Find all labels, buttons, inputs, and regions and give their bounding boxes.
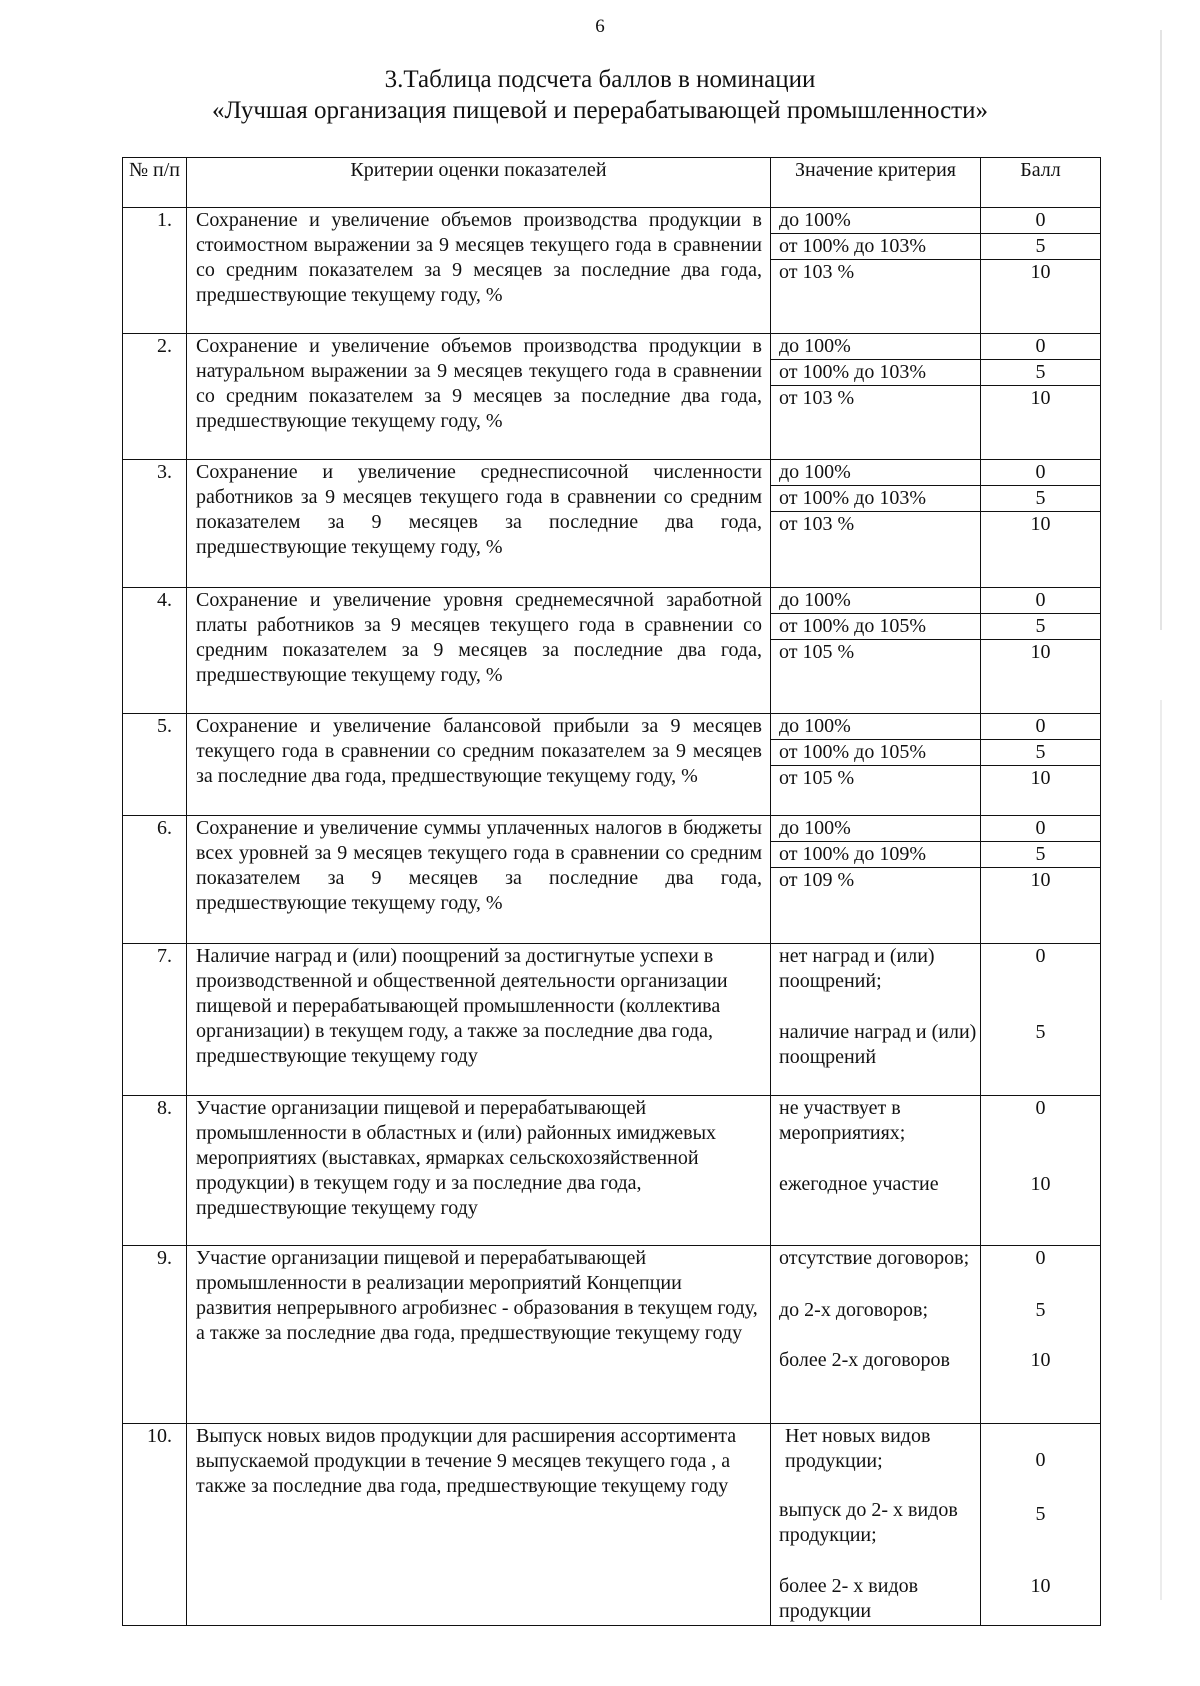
row-values (771, 1424, 981, 1626)
table-row (123, 714, 1101, 816)
row-values (771, 944, 981, 1096)
score-item: 5 (981, 842, 1100, 868)
row-criteria: Сохранение и увеличение объемов производства продукции в стоимостном выражении за 9 месяцев текущего года в сравнении со средним показателем за 9 месяцев за последние два года, предшествующие текущему году, % (187, 208, 771, 334)
row-number: 6. (123, 816, 187, 944)
score-item: 10 (1030, 1349, 1051, 1371)
value-item: не участвует в мероприятиях; (779, 1097, 906, 1144)
header-score: Балл (981, 158, 1101, 208)
scan-edge-mark (1160, 700, 1162, 1600)
value-item: от 100% до 109% (771, 842, 980, 868)
score-item: 10 (1030, 1575, 1051, 1597)
row-criteria: Сохранение и увеличение уровня среднемесячной заработной платы работников за 9 месяцев текущего года в сравнении со средним показателем за 9 месяцев за последние два года, предшествующие текущему году, % (187, 588, 771, 714)
row-scores (981, 816, 1101, 944)
value-item: от 103 % (779, 261, 855, 283)
row-values (771, 1246, 981, 1424)
score-item: 0 (1035, 1449, 1046, 1471)
table-row (123, 208, 1101, 334)
title-line-2: «Лучшая организация пищевой и перерабатывающей промышленности» (212, 97, 988, 124)
row-criteria: Сохранение и увеличение среднесписочной численности работников за 9 месяцев текущего года в сравнении со средним показателем за 9 месяцев за последние два года, предшествующие текущему году, % (187, 460, 771, 588)
score-item: 0 (1035, 1247, 1046, 1269)
score-item: 5 (981, 234, 1100, 260)
value-item: от 103 % (779, 513, 855, 535)
row-values (771, 1096, 981, 1246)
row-number: 8. (123, 1096, 187, 1246)
score-item: 0 (981, 334, 1100, 360)
score-item: 10 (1030, 261, 1051, 283)
value-item: до 100% (771, 334, 980, 360)
table-row (123, 1096, 1101, 1246)
score-item: 0 (981, 588, 1100, 614)
row-number: 2. (123, 334, 187, 460)
row-number: 1. (123, 208, 187, 334)
score-item: 0 (981, 208, 1100, 234)
score-item: 10 (1030, 641, 1051, 663)
row-scores (981, 714, 1101, 816)
score-item: 10 (1030, 767, 1051, 789)
value-item: от 100% до 103% (771, 360, 980, 386)
value-item: от 100% до 105% (771, 740, 980, 766)
row-number: 4. (123, 588, 187, 714)
row-scores (981, 460, 1101, 588)
header-criteria: Критерии оценки показателей (187, 158, 771, 208)
value-item: от 100% до 103% (771, 234, 980, 260)
value-item: нет наград и (или) поощрений; (779, 945, 935, 992)
value-item: отсутствие договоров; (779, 1247, 970, 1269)
value-item: ежегодное участие (779, 1173, 939, 1195)
header-num: № п/п (123, 158, 187, 208)
table-row (123, 588, 1101, 714)
score-item: 0 (981, 714, 1100, 740)
score-item: 0 (1035, 1097, 1046, 1119)
row-scores (981, 1096, 1101, 1246)
value-item: более 2-х договоров (779, 1349, 950, 1371)
row-scores (981, 588, 1101, 714)
score-item: 0 (1035, 945, 1046, 967)
value-item: от 103 % (779, 387, 855, 409)
row-number: 3. (123, 460, 187, 588)
score-item: 5 (981, 486, 1100, 512)
value-item: Нет новых видов продукции; (785, 1425, 931, 1472)
row-values (771, 714, 981, 816)
row-number: 9. (123, 1246, 187, 1424)
row-scores (981, 208, 1101, 334)
value-item: более 2- х видов продукции (779, 1575, 919, 1622)
row-scores (981, 944, 1101, 1096)
value-item: до 100% (771, 588, 980, 614)
value-item: от 109 % (779, 869, 855, 891)
row-criteria: Сохранение и увеличение суммы уплаченных налогов в бюджеты всех уровней за 9 месяцев текущего года в сравнении со средним показателем за 9 месяцев за последние два года, предшествующие текущему году, % (187, 816, 771, 944)
page-number: 6 (595, 16, 605, 37)
row-scores (981, 1246, 1101, 1424)
score-item: 5 (981, 360, 1100, 386)
score-item: 10 (1030, 869, 1051, 891)
row-values (771, 588, 981, 714)
value-item: наличие наград и (или) поощрений (779, 1021, 977, 1068)
value-item: от 105 % (779, 641, 855, 663)
value-item: выпуск до 2- х видов продукции; (779, 1499, 958, 1546)
row-criteria: Участие организации пищевой и перерабатывающей промышленности в областных и (или) районных имиджевых мероприятиях (выставках, ярмарках сельскохозяйственной продукции) в текущем году и за последние два года, предшествующие текущему году (187, 1096, 771, 1246)
value-item: до 2-х договоров; (779, 1299, 929, 1321)
row-values (771, 816, 981, 944)
row-number: 5. (123, 714, 187, 816)
table-row (123, 334, 1101, 460)
score-item: 5 (1035, 1503, 1046, 1525)
table-row (123, 816, 1101, 944)
score-item: 5 (1035, 1021, 1046, 1043)
score-item: 5 (981, 740, 1100, 766)
row-criteria: Сохранение и увеличение балансовой прибыли за 9 месяцев текущего года в сравнении со средним показателем за 9 месяцев за последние два года, предшествующие текущему году, % (187, 714, 771, 816)
table-header-row (123, 158, 1101, 208)
score-item: 5 (981, 614, 1100, 640)
header-value: Значение критерия (771, 158, 981, 208)
score-item: 0 (981, 460, 1100, 486)
row-number: 7. (123, 944, 187, 1096)
value-item: от 100% до 105% (771, 614, 980, 640)
row-scores (981, 334, 1101, 460)
row-criteria: Участие организации пищевой и перерабатывающей промышленности в реализации мероприятий Концепции развития непрерывного агробизнес - образования в текущем году, а также за последние два года, предшествующие текущему году (187, 1246, 771, 1424)
value-item: до 100% (771, 816, 980, 842)
row-number: 10. (123, 1424, 187, 1626)
scan-edge-mark (1160, 30, 1162, 630)
row-values (771, 208, 981, 334)
value-item: до 100% (771, 208, 980, 234)
value-item: от 100% до 103% (771, 486, 980, 512)
table-row (123, 460, 1101, 588)
row-scores (981, 1424, 1101, 1626)
score-item: 10 (1030, 1173, 1051, 1195)
row-values (771, 334, 981, 460)
score-item: 5 (1035, 1299, 1046, 1321)
page-title (0, 64, 1200, 126)
table-row (123, 1424, 1101, 1626)
row-criteria: Выпуск новых видов продукции для расширения ассортимента выпускаемой продукции в течение 9 месяцев текущего года , а также за последние два года, предшествующие текущему году (187, 1424, 771, 1626)
score-item: 10 (1030, 513, 1051, 535)
score-table (122, 157, 1101, 1626)
table-row (123, 1246, 1101, 1424)
score-item: 10 (1030, 387, 1051, 409)
value-item: до 100% (771, 714, 980, 740)
value-item: от 105 % (779, 767, 855, 789)
title-line-1: 3.Таблица подсчета баллов в номинации (384, 66, 816, 93)
row-criteria: Наличие наград и (или) поощрений за достигнутые успехи в производственной и общественной деятельности организации пищевой и перерабатывающей промышленности (коллектива организации) в текущем году, а также за последние два года, предшествующие текущему году (187, 944, 771, 1096)
table-row (123, 944, 1101, 1096)
row-criteria: Сохранение и увеличение объемов производства продукции в натуральном выражении за 9 месяцев текущего года в сравнении со средним показателем за 9 месяцев за последние два года, предшествующие текущему году, % (187, 334, 771, 460)
score-item: 0 (981, 816, 1100, 842)
value-item: до 100% (771, 460, 980, 486)
row-values (771, 460, 981, 588)
